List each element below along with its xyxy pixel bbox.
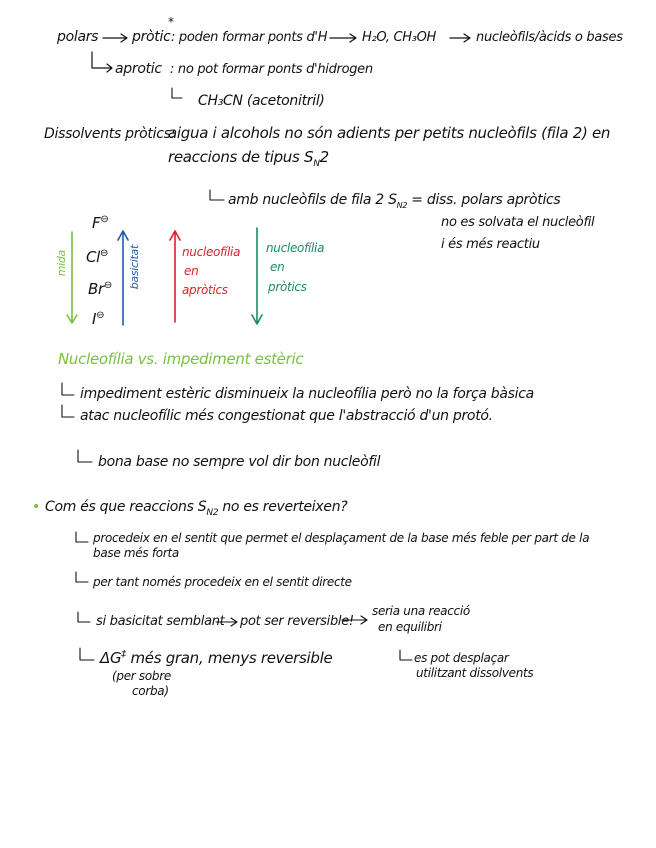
rev-bullet-5-line1: es pot desplaçar [414,651,509,665]
protics-text-line1: aigua i alcohols no són adients per petits nucleòfils (fila 2) en [168,124,611,142]
rev-bullet-4-paren2: corba) [132,684,169,698]
steric-bullet-2: atac nucleofílic més congestionat que l'abstracció d'un protó. [80,408,493,424]
hook-rev-4 [80,648,94,660]
star-mark: * [168,15,174,29]
steric-bullet-3: bona base no sempre vol dir bon nucleòfil [98,454,381,470]
hook-steric-2 [62,405,74,417]
protics-sub-note: amb nucleòfils de fila 2 $S_{N2}$ = diss. polars apròtics [228,192,561,210]
label-protic: pròtic [132,29,171,45]
protics-title: Dissolvents pròtics: [44,126,176,142]
hook-rev-3 [78,612,90,622]
protics-text-line2: reaccions de tipus $S_N2$ [168,148,329,169]
rev-bullet-3-result: pot ser reversible! [240,614,354,629]
label-basicitat: basicitat [128,245,141,290]
protic-examples: H₂O, CH₃OH [362,30,437,45]
hook-amb [210,190,224,200]
teal-label-1: nucleofília [266,241,325,255]
protics-note-line2: no es solvata el nucleòfil [441,215,595,230]
hook-rev-2 [76,572,88,582]
blue-arrow [118,231,128,325]
teal-label-2: en [270,260,285,274]
protic-result: nucleòfils/àcids o bases [476,30,623,45]
rev-bullet-1-line2: base més forta [93,546,179,560]
teal-arrow [252,228,262,324]
rev-bullet-5-line2: utilitzant dissolvents [416,666,534,680]
red-label-1: nucleofília [182,245,241,259]
hook-rev-5 [400,650,412,660]
arrow-to-examples [330,34,356,42]
hook-steric-1 [62,383,74,395]
arrow-polars-protic [103,34,127,42]
rev-bullet-3-note2: en equilibri [378,620,442,634]
red-label-2: en [184,264,199,278]
rev-bullet-3-note1: seria una reacció [372,604,470,618]
label-polars: polars [57,29,99,45]
rev-bullet-2: per tant només procedeix en el sentit directe [93,575,352,589]
protics-note-line3: i és més reactiu [441,237,540,252]
rev-bullet-4-paren1: (per sobre [112,669,171,683]
rev-bullet-1-line1: procedeix en el sentit que permet el desplaçament de la base més feble per part de la [93,531,590,545]
red-arrow [170,231,180,322]
halide-br: Br⊖ [88,280,112,298]
protic-description: : poden formar ponts d'H [171,30,328,45]
teal-label-3: pròtics [268,280,307,294]
hook-rev-1 [76,532,88,542]
halide-f: F⊖ [92,214,109,232]
bullet-dot: • [32,499,41,515]
reversible-question: Com és que reaccions $S_{N2}$ no es reverteixen? [45,499,348,518]
aprotic-example: CH₃CN (acetonitril) [198,93,325,109]
aprotic-description: : no pot formar ponts d'hidrogen [170,62,373,77]
label-aprotic: aprotic [115,61,162,77]
halide-i: I⊖ [92,310,105,328]
arrow-to-result [450,34,470,42]
steric-title: Nucleofília vs. impediment estèric [58,350,304,368]
halide-cl: Cl⊖ [86,248,109,266]
green-arrow [67,232,77,323]
hook-steric-3 [78,450,92,462]
label-mida: mida [55,250,68,277]
rev-bullet-3: si basicitat semblant [96,614,225,629]
hook-aprotic [92,52,112,72]
rev-bullet-4: ΔG‡ més gran, menys reversible [100,649,333,667]
steric-bullet-1: impediment estèric disminueix la nucleofília però no la força bàsica [80,386,534,402]
red-label-3: apròtics [182,283,228,297]
hook-acetonitrile [172,88,182,98]
